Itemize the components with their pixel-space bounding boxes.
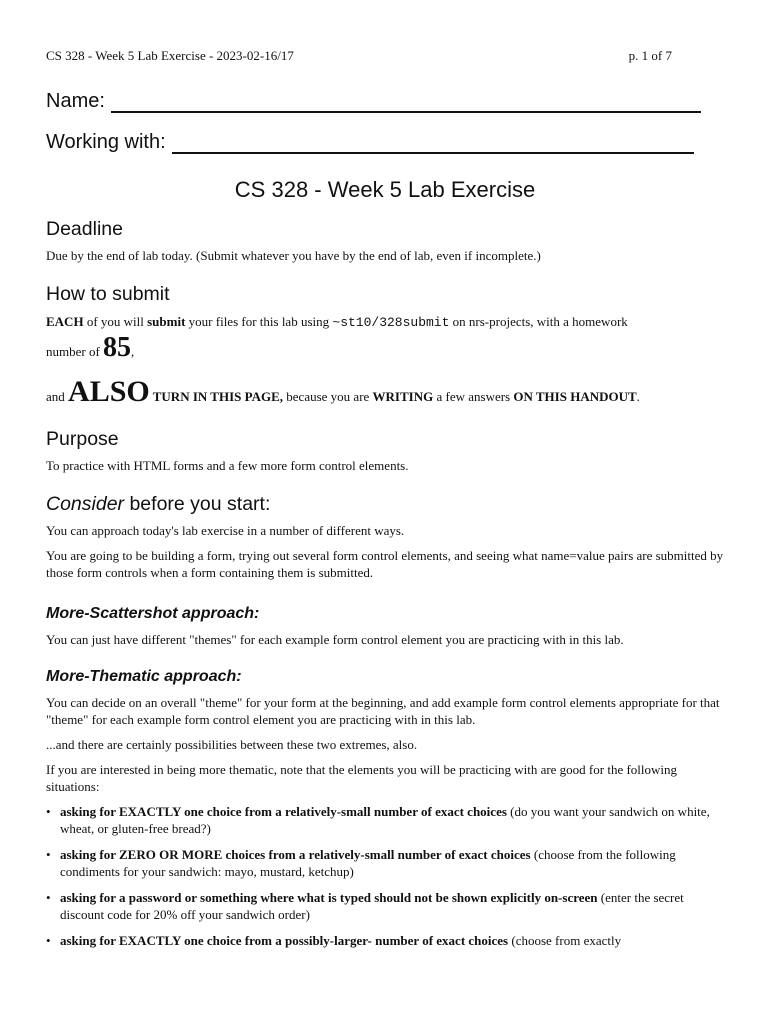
name-line <box>46 90 701 113</box>
list-item <box>46 889 728 923</box>
submit-section <box>46 283 728 414</box>
deadline-section <box>46 218 728 264</box>
situation-bold: asking for EXACTLY one choice from a relatively-small number of exact choices <box>60 804 507 819</box>
submit-text-1: of you will <box>83 314 148 329</box>
each-text: EACH <box>46 314 84 329</box>
deadline-heading: Deadline <box>46 218 123 240</box>
number-of-text: number of <box>46 344 104 359</box>
working-with-line <box>46 131 694 154</box>
thematic-heading: More-Thematic approach: <box>46 668 242 685</box>
situation-rest: (enter the secret discount code for 20% off your sandwich order) <box>60 890 684 922</box>
few-answers-text: a few answers <box>433 389 514 404</box>
purpose-heading: Purpose <box>46 428 119 450</box>
scattershot-heading: More-Scattershot approach: <box>46 605 260 622</box>
working-with-label: Working with: <box>46 131 166 153</box>
page-title: CS 328 - Week 5 Lab Exercise <box>234 177 536 202</box>
deadline-text: Due by the end of lab today. (Submit whatever you have by the end of lab, even if incomplete.) <box>46 248 541 263</box>
writing-text: WRITING <box>372 389 434 404</box>
scattershot-section <box>46 605 728 648</box>
submit-command: ~st10/328submit <box>332 315 450 330</box>
on-handout-text: ON THIS HANDOUT <box>513 389 637 404</box>
period-text: . <box>636 389 640 404</box>
consider-rest: before you start: <box>124 493 271 515</box>
submit-text-3: on nrs-projects, with a homework <box>449 314 628 329</box>
also-turn-in-line <box>46 375 728 414</box>
situation-bold: asking for ZERO OR MORE choices from a relatively-small number of exact choices <box>60 847 531 862</box>
scattershot-text: You can just have different "themes" for each example form control element you are practicing with in this lab. <box>46 632 624 647</box>
purpose-section <box>46 428 728 474</box>
page-header <box>46 48 672 64</box>
and-text: and <box>46 389 69 404</box>
situation-rest: (choose from exactly <box>508 933 622 948</box>
thematic-p2: ...and there are certainly possibilities between these two extremes, also. <box>46 737 418 752</box>
consider-italic: Consider <box>46 493 125 515</box>
thematic-p3: If you are interested in being more thematic, note that the elements you will be practicing with are good for the following situations: <box>46 762 678 794</box>
submit-word: submit <box>147 314 186 329</box>
thematic-p1: You can decide on an overall "theme" for your form at the beginning, and add example form control elements appropriate for that "theme" for each example form control element you are practicing with in this lab. <box>46 695 720 727</box>
submit-heading: How to submit <box>46 283 170 305</box>
purpose-text: To practice with HTML forms and a few more form control elements. <box>46 458 409 473</box>
working-with-blank <box>172 134 694 154</box>
comma-text: , <box>131 344 135 359</box>
situation-bold: asking for a password or something where what is typed should not be shown explicitly on-screen <box>60 890 598 905</box>
submit-paragraph <box>46 313 728 331</box>
situations-list <box>46 803 728 949</box>
consider-section <box>46 493 728 581</box>
situation-rest: (choose from the following condiments for your sandwich: mayo, mustard, ketchup) <box>60 847 676 879</box>
list-item <box>46 932 728 949</box>
list-item <box>46 846 728 880</box>
thematic-section <box>46 668 728 958</box>
consider-heading <box>46 493 728 515</box>
situation-rest: (do you want your sandwich on white, wheat, or gluten-free bread?) <box>60 804 710 836</box>
page-number: p. 1 of 7 <box>628 48 672 63</box>
header-title: CS 328 - Week 5 Lab Exercise - 2023-02-16/17 <box>46 48 294 63</box>
name-blank <box>111 93 701 113</box>
consider-p2: You are going to be building a form, trying out several form control elements, and seeing what name=value pairs are submitted by those form controls when a form containing them is submitted. <box>46 548 724 580</box>
turn-in-text: TURN IN THIS PAGE, <box>149 389 284 404</box>
because-text: because you are <box>283 389 373 404</box>
homework-number-line <box>46 331 728 369</box>
list-item <box>46 803 728 837</box>
also-text: ALSO <box>68 375 150 408</box>
situation-bold: asking for EXACTLY one choice from a possibly-larger- number of exact choices <box>60 933 509 948</box>
homework-number: 85 <box>103 332 132 363</box>
name-label: Name: <box>46 90 105 112</box>
consider-p1: You can approach today's lab exercise in a number of different ways. <box>46 523 405 538</box>
submit-text-2: your files for this lab using <box>185 314 333 329</box>
